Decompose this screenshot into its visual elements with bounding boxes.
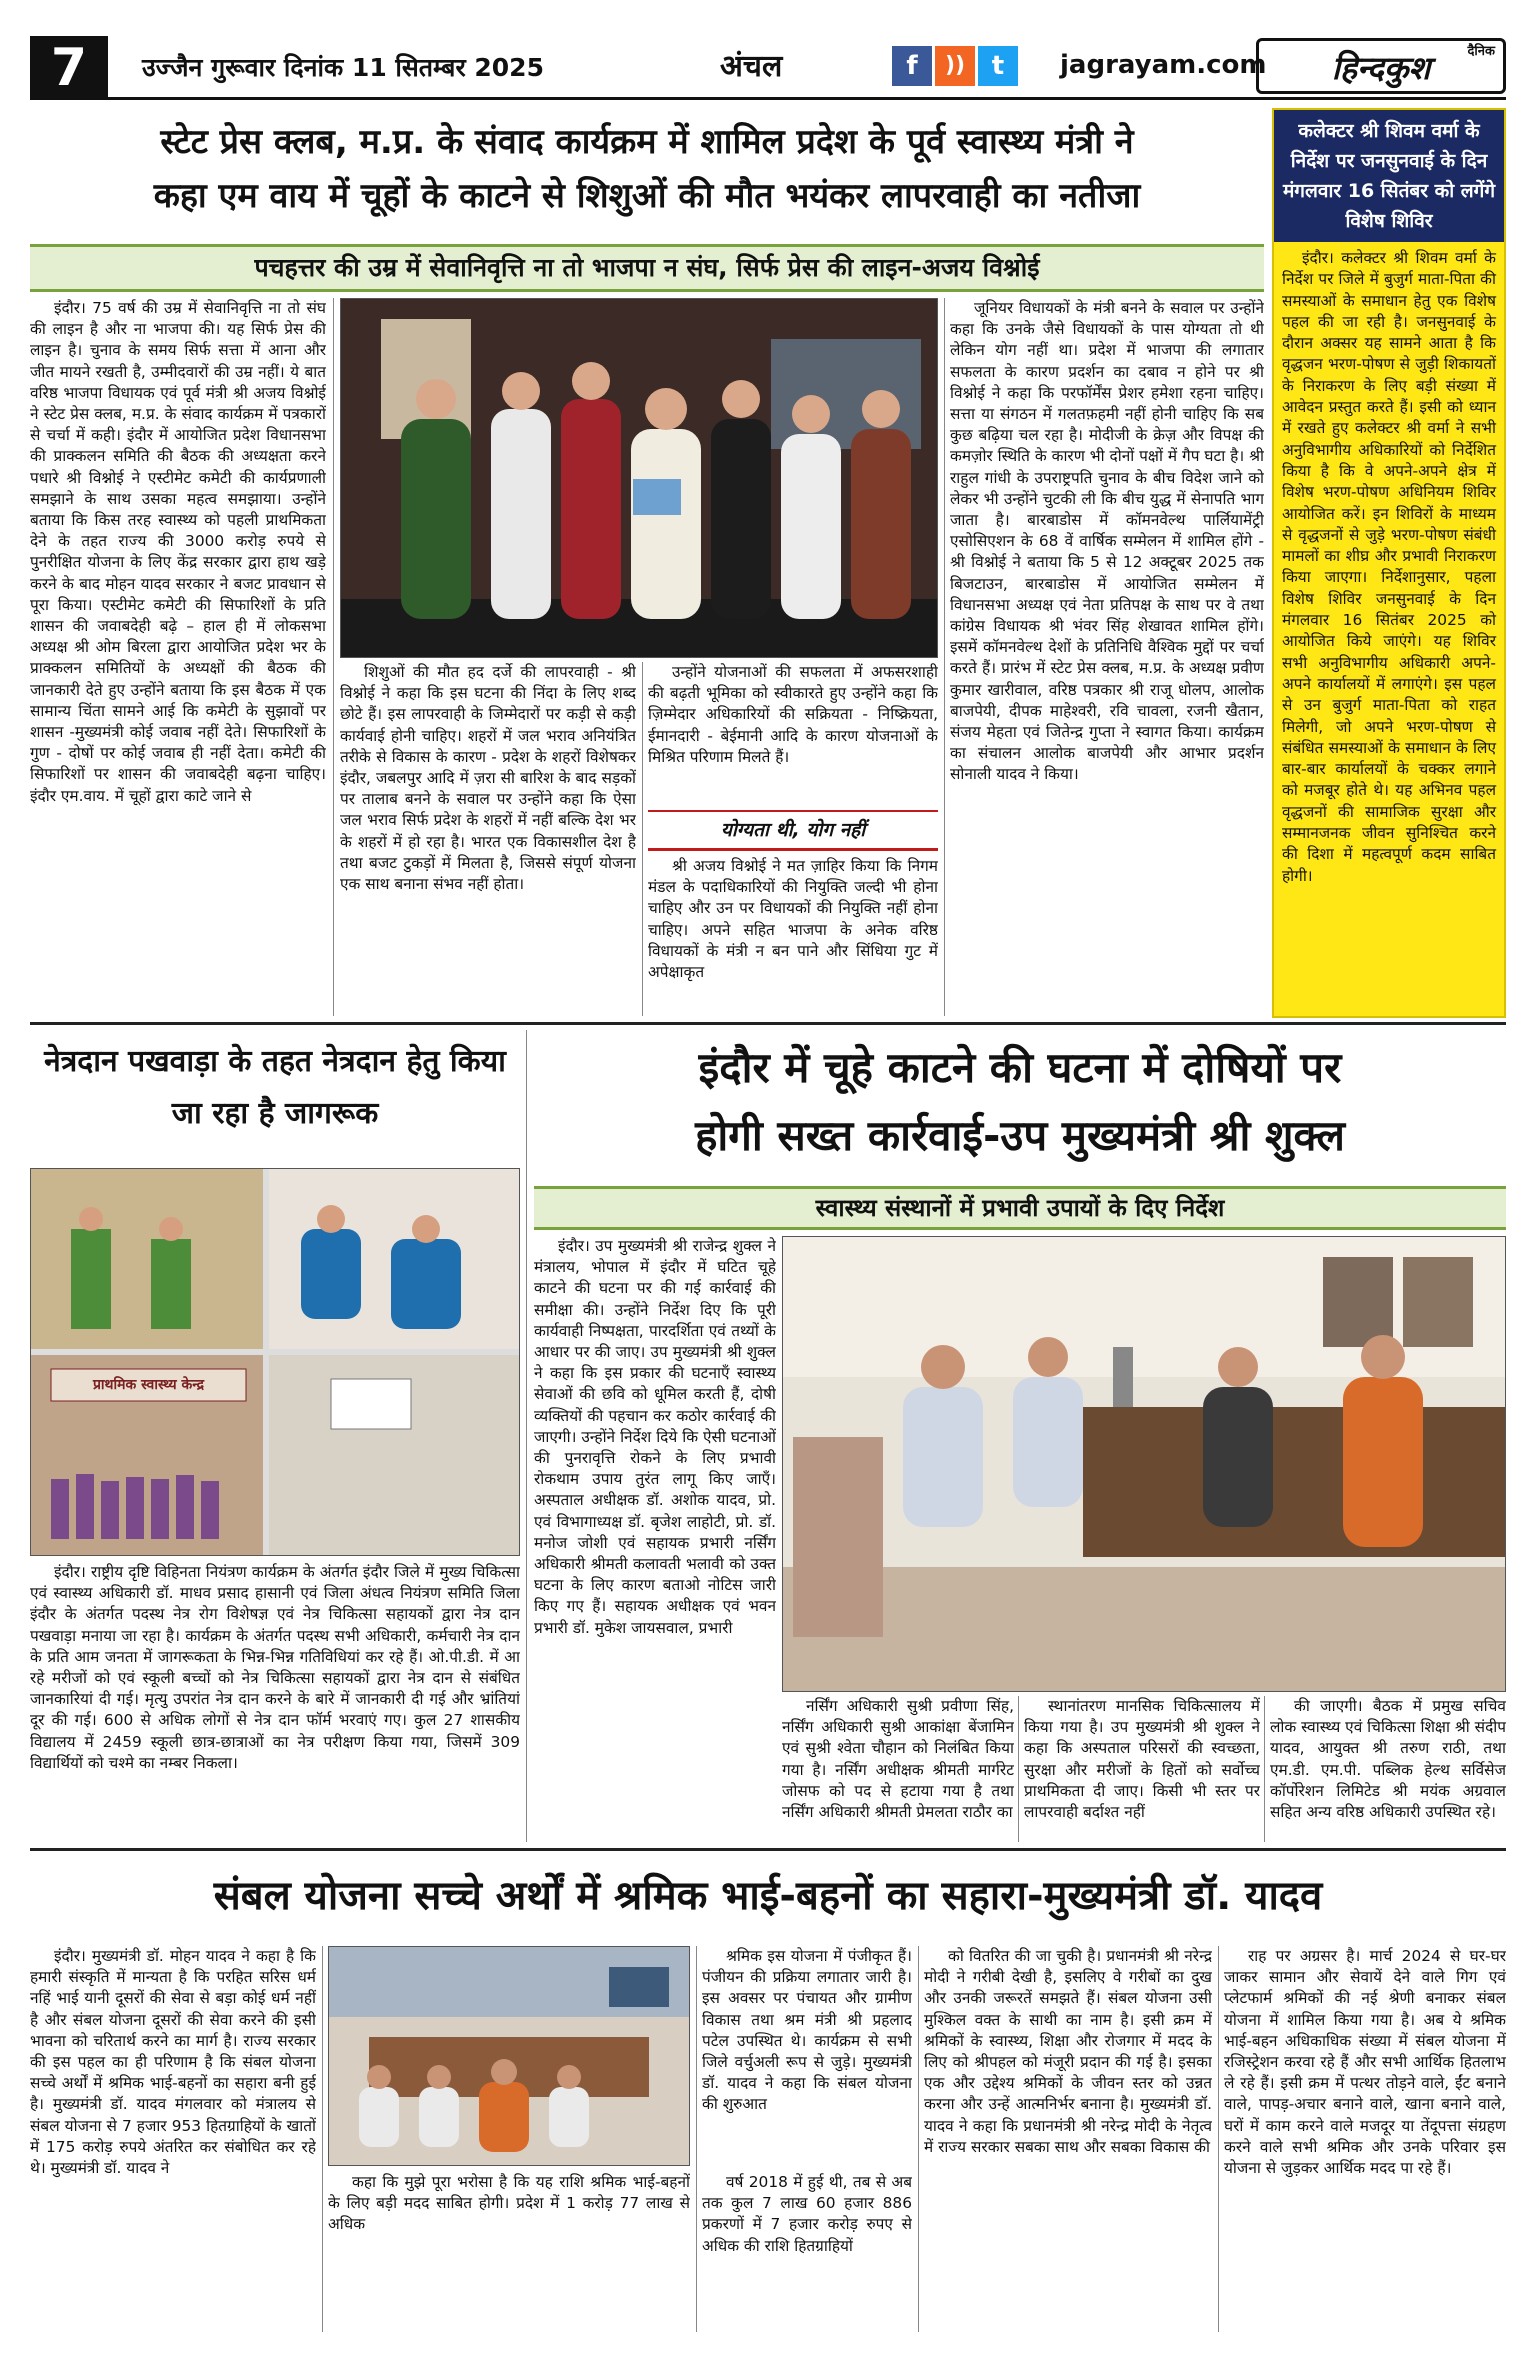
story3-photo <box>782 1236 1506 1692</box>
story3-column-4-text: की जाएगी। बैठक में प्रमुख सचिव लोक स्वास्थ्य एवं चिकित्सा शिक्षा श्री संदीप यादव, आयुक्त श्री तरुण राठी, तथा एम.डी. एम.पी. पब्लिक हेल्थ सर्विसेज कॉर्पोरेशन लिमिटेड श्री मयंक अग्रवाल सहित अन्य वरिष्ठ अधिकारी उपस्थित रहे। <box>1270 1697 1506 1822</box>
eye-donation-collage <box>31 1169 520 1556</box>
story2-body <box>30 1562 520 1838</box>
press-club-group-photo <box>341 299 938 658</box>
masthead <box>30 36 1506 100</box>
story4-column-4-text: को वितरित की जा चुकी है। प्रधानमंत्री श्री नरेन्द्र मोदी ने गरीबी देखी है, इसलिए वे गरीबों का दुख और उनकी जरूरतें समझते हैं। संबल योजना उसी मुश्किल वक्त के साथी का नाम है। इसी क्रम में श्रमिकों के स्वास्थ्य, शिक्षा और रोजगार में मदद के लिए को श्रीपहल को मंजूरी प्रदान की गई है। इसका एक और उद्देश्य श्रमिकों के जीवन स्तर को उन्नत करना और उन्हें आत्मनिर्भर बनाना है। मुख्यमंत्री डॉ. यादव ने कहा कि प्रधानमंत्री श्री नरेन्द्र मोदी के नेतृत्व में राज्य सरकार सबका साथ और सबका विकास की <box>924 1947 1212 2156</box>
logo-small-text: दैनिक <box>1467 44 1495 59</box>
section-rule <box>30 1848 1506 1851</box>
cabinet-meeting-photo <box>329 1947 690 2166</box>
story1-column-2-text: शिशुओं की मौत हद दर्जे की लापरवाही - श्री विश्नोई ने कहा कि इस घटना की निंदा के लिए शब्द छोटे हैं। इस लापरवाही के जिम्मेदारों पर कड़ी से कड़ी कार्यवाई होनी चाहिए। शहरों में जल भराव अनियंत्रित तरीके से विकास के कारण - प्रदेश के शहरों विशेषकर इंदौर, जबलपुर आदि में ज़रा सी बारिश के बाद सड़कों पर तालाब बनने के सवाल पर उन्होंने कहा कि ऐसा जल भराव सिर्फ प्रदेश के शहरों में नहीं बल्कि देश भर के शहरों में हो रहा है। भारत एक विकासशील देश है तथा बजट टुकड़ों में मिलता है, जिससे संपूर्ण योजना एक साथ बनाना संभव नहीं होता। <box>340 663 636 894</box>
meeting-room-photo <box>783 1237 1506 1692</box>
story1-column-1-text: इंदौर। 75 वर्ष की उम्र में सेवानिवृत्ति ना तो संघ की लाइन है और ना भाजपा की। यह सिर्फ प्रेस की लाइन है। चुनाव के समय सिर्फ सत्ता में आना और जीत मायने रखती है, उम्मीदवारों की उम्र नहीं। ये बात वरिष्ठ भाजपा विधायक एवं पूर्व मंत्री श्री अजय विश्नोई ने स्टेट प्रेस क्लब, म.प्र. के संवाद कार्यक्रम में पत्रकारों से चर्चा में कही। इंदौर में आयोजित प्रदेश विधानसभा की प्राक्कलन समिति की बैठक की अध्यक्षता करने पधारे श्री विश्नोई ने एस्टीमेट कमेटी की कार्यप्रणाली समझाने के साथ उसका महत्व समझाया। उन्होंने बताया कि किस तरह स्वास्थ्य को पहली प्राथमिकता देने के तहत राज्य की 3000 करोड़ रुपये से पुनरीक्षित योजना के लिए केंद्र सरकार द्वारा हाथ खड़े करने के बाद मोहन यादव सरकार ने बजट प्रावधान से पूरा किया। एस्टीमेट कमेटी की सिफारिशों के प्रति शासन की जवाबदेही बढ़े – हाल ही में लोकसभा अध्यक्ष श्री ओम बिरला द्वारा आयोजित प्रदेश भर के प्राक्कलन समितियों के अध्यक्षों की बैठक की जानकारी देते हुए उन्होंने बताया कि इस बैठक में एक सामान्य चिंता सामने आई कि कमेटी के सुझावों पर शासन -मुख्यमंत्री कोई जवाब नहीं देते। सिफारिशों के गुण - दोषों पर कोई जवाब ही नहीं देता। कमेटी की सिफारिशों पर शासन की जवाबदेही बढ़ना चाहिए। इंदौर एम.वाय. में चूहों द्वारा काटे जाने से <box>30 299 326 805</box>
story3-column-1-text: इंदौर। उप मुख्यमंत्री श्री राजेन्द्र शुक्ल ने मंत्रालय, भोपाल में इंदौर में घटित चूहे काटने की घटना पर की गई कार्रवाई की समीक्षा की। उन्होंने निर्देश दिए कि पूरी कार्यवाही निष्पक्षता, पारदर्शिता एवं तथ्यों के आधार पर की जाए। उप मुख्यमंत्री श्री शुक्ल ने कहा कि इस प्रकार की घटनाएँ स्वास्थ्य सेवाओं की छवि को धूमिल करती हैं, दोषी व्यक्तियों की पहचान कर कठोर कार्रवाई की जाएगी। उन्होंने निर्देश दिये कि ऐसी घटनाओं की पुनरावृत्ति रोकने के लिए प्रभावी रोकथाम उपाय तुरंत लागू किए जाएँ। अस्पताल अधीक्षक डॉ. अशोक यादव, प्रो. एवं विभागाध्यक्ष डॉ. बृजेश लाहोटी, प्रो. डॉ. मनोज जोशी एवं सहायक प्रभारी नर्सिंग अधिकारी श्रीमती कलावती भलावी को उक्त घटना के लिए कारण बताओ नोटिस जारी किए गए हैं। सहायक अधीक्षक एवं भवन प्रभारी डॉ. मुकेश जायसवाल, प्रभारी <box>534 1237 776 1637</box>
story1-subheadline: पचहत्तर की उम्र में सेवानिवृत्ति ना तो भाजपा न संघ, सिर्फ प्रेस की लाइन-अजय विश्नोई <box>30 244 1264 292</box>
column-rule <box>526 1030 527 1842</box>
story1-photo <box>340 298 938 658</box>
story4-column-4 <box>924 1946 1212 2332</box>
story2-headline: नेत्रदान पखवाड़ा के तहत नेत्रदान हेतु किया जा रहा है जागरूक <box>44 1044 506 1131</box>
story3-column-2 <box>782 1696 1014 1842</box>
story1-column-3a <box>648 662 938 806</box>
collector-notice-text: इंदौर। कलेक्टर श्री शिवम वर्मा के निर्देश पर जिले में बुजुर्ग माता-पिता की समस्याओं के समाधान हेतु एक विशेष पहल की जा रही है। जनसुनवाई के दौरान अक्सर यह सामने आता है कि वृद्धजन भरण-पोषण से जुड़ी शिकायतों के निराकरण के लिए बड़ी संख्या में आवेदन प्रस्तुत करते हैं। इसी को ध्यान में रखते हुए कलेक्टर श्री वर्मा ने सभी अनुविभागीय अधिकारियों को निर्देशित किया है कि वे अपने-अपने क्षेत्र में विशेष भरण-पोषण अधिनियम शिविर आयोजित करें। इन शिविरों के माध्यम से वृद्धजनों से जुड़े भरण-पोषण संबंधी मामलों का शीघ्र और प्रभावी निराकरण किया जाएगा। निर्देशानुसार, पहला विशेष शिविर जनसुनवाई के दिन मंगलवार 16 सितंबर 2025 को आयोजित किये जाएंगे। यह शिविर सभी अनुविभागीय अधिकारी अपने-अपने कार्यालयों में लगाएंगे। इस पहल से उन बुजुर्ग माता-पिता को राहत मिलेगी, जो अपने भरण-पोषण से संबंधित समस्याओं के समाधान के लिए बार-बार कार्यालयों के चक्कर लगाने को मजबूर होते थे। यह अभिनव पहल वृद्धजनों की सामाजिक सुरक्षा और सम्मानजनक जीवन सुनिश्चित करने की दिशा में महत्वपूर्ण कदम साबित होगी। <box>1282 249 1496 885</box>
story1-column-1 <box>30 298 326 1016</box>
page-number: 7 <box>30 36 108 100</box>
story4-column-1-text: इंदौर। मुख्यमंत्री डॉ. मोहन यादव ने कहा है कि हमारी संस्कृति में मान्यता है कि परहित सरिस धर्म नहिं भाई यानी दूसरों की सेवा से बड़ा कोई धर्म नहीं है और संबल योजना दूसरों की सेवा करने की इसी भावना को चरितार्थ करने का मार्ग है। राज्य सरकार की इस पहल का ही परिणाम है कि संबल योजना सच्चे अर्थों में श्रमिक भाई-बहनों का सहारा बनी हुई है। मुख्यमंत्री डॉ. यादव मंगलवार को मंत्रालय से संबल योजना से 7 हजार 953 हितग्राहियों के खातों में 175 करोड़ रुपये अंतरित कर संबोधित कर रहे थे। मुख्यमंत्री डॉ. यादव ने <box>30 1947 316 2178</box>
logo-main-text: हिन्दकुश <box>1331 49 1431 87</box>
story4-column-5 <box>1224 1946 1506 2332</box>
story1-headline-line1: स्टेट प्रेस क्लब, म.प्र. के संवाद कार्यक्रम में शामिल प्रदेश के पूर्व स्वास्थ्य मंत्री ने <box>160 122 1134 162</box>
story4-column-3a-text: श्रमिक इस योजना में पंजीकृत हैं। पंजीयन की प्रक्रिया लगातार जारी है। इस अवसर पर पंचायत और ग्रामीण विकास तथा श्रम मंत्री श्री प्रहलाद पटेल उपस्थित थे। कार्यक्रम से सभी जिले वर्चुअली रूप से जुड़े। मुख्यमंत्री डॉ. यादव ने कहा कि संबल योजना की शुरुआत <box>702 1947 912 2114</box>
story4-column-3b <box>702 2172 912 2332</box>
story3-column-1 <box>534 1236 776 1842</box>
story4-column-5-text: राह पर अग्रसर है। मार्च 2024 से घर-घर जाकर सामान और सेवायें देने वाले गिग एवं प्लेटफार्म श्रमिकों की नई श्रेणी बनाकर संबल योजना में शामिल किया गया है। अब ये श्रमिक भाई-बहन अधिकाधिक संख्या में संबल योजना में रजिस्ट्रेशन करवा रहे हैं और सभी आर्थिक हितलाभ ले रहे हैं। इसी क्रम में पत्थर तोड़ने वाले, ईंट बनाने वाले, पापड़-अचार बनाने वाले, खाना बनाने वाले, घरों में काम करने वाले मजदूर या तेंदूपत्ता संग्रहण करने वाले सभी श्रमिक और उनके परिवार इस योजना से जुड़कर आर्थिक मदद पा रहे हैं। <box>1224 1947 1506 2178</box>
story4-column-3b-text: वर्ष 2018 में हुई थी, तब से अब तक कुल 7 लाख 60 हजार 886 प्रकरणों में 7 हजार करोड़ रुपए से अधिक की राशि हितग्राहियों <box>702 2173 912 2255</box>
website-link[interactable]: jagrayam.com <box>1060 50 1267 80</box>
story2-photo-collage <box>30 1168 520 1556</box>
column-rule <box>322 1946 323 2332</box>
section-name: अंचल <box>720 49 783 84</box>
facebook-icon[interactable]: f <box>892 46 932 86</box>
story3-column-3 <box>1024 1696 1260 1842</box>
story3-column-2-text: नर्सिंग अधिकारी सुश्री प्रवीणा सिंह, नर्सिंग अधिकारी सुश्री आकांक्षा बेंजामिन एवं सुश्री श्वेता चौहान को निलंबित किया गया है। नर्सिंग अधीक्षक श्रीमती मार्गरेट जोसफ को पद से हटाया गया है तथा नर्सिंग अधिकारी श्रीमती प्रेमलता राठौर का <box>782 1697 1014 1822</box>
story1-column-4-text: जूनियर विधायकों के मंत्री बनने के सवाल पर उन्होंने कहा कि उनके जैसे विधायकों के पास योग्यता तो थी लेकिन योग नहीं था। प्रदेश में भाजपा की लगातार सफलता के कारण प्रदर्शन का दबाव न होने पर श्री विश्नोई ने कहा कि परफॉर्मेंस प्रेशर हमेशा रहना चाहिए। सत्ता या संगठन में गलतफ़हमी नहीं होनी चाहिए कि सब कुछ बढ़िया चल रहा है। मोदीजी के क्रेज़ और विपक्ष की कमज़ोर स्थिति के कारण भी दोनों पक्षों में गैप घटा है। श्री राहुल गांधी के उपराष्ट्रपति चुनाव के बीच विदेश जाने को लेकर भी उन्होंने चुटकी ली कि बीच युद्ध में सेनापति भाग जाता है। बारबाडोस में कॉमनवेल्थ पार्लियामेंट्री एसोसिएशन के 68 वें वार्षिक सम्मेलन में शामिल होंगे - श्री विश्नोई ने बताया कि 5 से 12 अक्टूबर 2025 तक बिजटाउन, बारबाडोस में आयोजित सम्मेलन में विधानसभा अध्यक्ष एवं नेता प्रतिपक्ष के साथ पर वे तथा कांग्रेस विधायक श्री भंवर सिंह शेखावत शामिल होंगे। इसमें कॉमनवेल्थ देशों के प्रतिनिधि वैश्विक मुद्दों पर चर्चा करते हैं। प्रारंभ में स्टेट प्रेस क्लब, म.प्र. के अध्यक्ष प्रवीण कुमार खारीवाल, वरिष्ठ पत्रकार श्री राजू धोलप, आलोक बाजपेयी, दीपक माहेश्वरी, रवि चावला, रजनी खैतान, संजय मेहता एवं जितेन्द्र गुप्ता ने स्वागत किया। कार्यक्रम का संचालन आलोक बाजपेयी और आभार प्रदर्शन सोनाली यादव ने किया। <box>950 299 1264 784</box>
column-rule <box>1218 1946 1219 2332</box>
social-icons <box>892 46 1018 86</box>
subhead-rule <box>648 810 938 812</box>
health-centre-sign: प्राथमिक स्वास्थ्य केन्द्र <box>92 1377 205 1393</box>
column-rule <box>696 1946 697 2332</box>
story1-column-3a-text: उन्होंने योजनाओं की सफलता में अफसरशाही की बढ़ती भूमिका को स्वीकारते हुए उन्होंने कहा कि ज़िम्मेदार अधिकारियों की सक्रियता - निष्क्रियता, ईमानदारी - बेईमानी आदि के कारण योजनाओं के मिश्रित परिणाम मिलते हैं। <box>648 663 938 766</box>
story4-column-1 <box>30 1946 316 2332</box>
story1-column-3-subhead: योग्यता थी, योग नहीं <box>720 819 866 841</box>
story1-column-2 <box>340 662 636 1016</box>
story3-subheadline: स्वास्थ्य संस्थानों में प्रभावी उपायों के दिए निर्देश <box>534 1186 1506 1230</box>
collector-notice-body <box>1274 242 1504 893</box>
column-rule <box>1018 1696 1019 1842</box>
column-rule <box>333 298 334 1016</box>
story1-column-3b-text: श्री अजय विश्नोई ने मत ज़ाहिर किया कि निगम मंडल के पदाधिकारियों की नियुक्ति जल्दी भी होना चाहिए और उन पर विधायकों की नियुक्ति नहीं होना चाहिए। अपने सहित भाजपा के अनेक वरिष्ठ विधायकों के मंत्री न बन पाने और सिंधिया गुट में अपेक्षाकृत <box>648 857 938 982</box>
dateline: उज्जैन गुरूवार दिनांक 11 सितम्बर 2025 <box>142 53 544 82</box>
rss-icon[interactable]: )) <box>935 46 975 86</box>
story1-headline-line2: कहा एम वाय में चूहों के काटने से शिशुओं की मौत भयंकर लापरवाही का नतीजा <box>153 176 1141 216</box>
twitter-icon[interactable]: t <box>978 46 1018 86</box>
story3-headline-line1: इंदौर में चूहे काटने की घटना में दोषियों पर <box>698 1043 1342 1092</box>
story1-column-4 <box>950 298 1264 1016</box>
story4-column-2-text: कहा कि मुझे पूरा भरोसा है कि यह राशि श्रमिक भाई-बहनों के लिए बड़ी मदद साबित होगी। प्रदेश में 1 करोड़ 77 लाख से अधिक <box>328 2173 690 2234</box>
story4-headline: संबल योजना सच्चे अर्थों में श्रमिक भाई-बहनों का सहारा-मुख्यमंत्री डॉ. यादव <box>213 1873 1323 1919</box>
section-rule <box>30 1022 1506 1025</box>
newspaper-logo <box>1256 38 1506 94</box>
column-rule <box>918 1946 919 2332</box>
collector-notice-box <box>1272 108 1506 1018</box>
column-rule <box>944 298 945 1016</box>
story3-headline-line2: होगी सख्त कार्रवाई-उप मुख्यमंत्री श्री शुक्ल <box>695 1111 1345 1160</box>
collector-notice-headline: कलेक्टर श्री शिवम वर्मा के निर्देश पर जनसुनवाई के दिन मंगलवार 16 सितंबर को लगेंगे विशेष शिविर <box>1274 110 1504 242</box>
story4-column-2 <box>328 2172 690 2332</box>
story4-column-3a <box>702 1946 912 2166</box>
subhead-rule <box>648 848 938 851</box>
column-rule <box>1264 1696 1265 1842</box>
story1-column-3b <box>648 856 938 1016</box>
story2-body-text: इंदौर। राष्ट्रीय दृष्टि विहिनता नियंत्रण कार्यक्रम के अंतर्गत इंदौर जिले में मुख्य चिकित्सा एवं स्वास्थ्य अधिकारी डॉ. माधव प्रसाद हासानी एवं जिला अंधत्व नियंत्रण समिति जिला इंदौर के अंतर्गत पदस्थ नेत्र रोग विशेषज्ञ एवं नेत्र चिकित्सा सहायकों द्वारा नेत्र दान पखवाड़ा मनाया जा रहा है। कार्यक्रम के अंतर्गत पदस्थ सभी अधिकारी, कर्मचारी नेत्र दान के प्रति आम जनता में जागरूकता के भिन्न-भिन्न गतिविधियां कर रहे हैं। ओ.पी.डी. में आ रहे मरीजों को एवं स्कूली बच्चों को नेत्र चिकित्सा सहायकों द्वारा नेत्र दान से संबंधित जानकारियां दी गई। मृत्यु उपरांत नेत्र दान करने के बारे में जानकारी दी गई और भ्रांतियां दूर की गई। 600 से अधिक लोगों से नेत्र दान फॉर्म भरवाएं गए। कुल 27 शासकीय विद्यालय में 2459 स्कूली छात्र-छात्राओं का नेत्र परीक्षण किया गया, जिसमें 309 विद्यार्थियों को चश्मे का नम्बर निकला। <box>30 1563 520 1772</box>
story3-column-3-text: स्थानांतरण मानसिक चिकित्सालय में किया गया है। उप मुख्यमंत्री श्री शुक्ल ने कहा कि अस्पताल परिसरों की स्वच्छता, सुरक्षा और मरीजों के हितों को सर्वोच्च प्राथमिकता दी जाए। किसी भी स्तर पर लापरवाही बर्दाश्त नहीं <box>1024 1697 1260 1822</box>
story3-column-4 <box>1270 1696 1506 1842</box>
story4-photo <box>328 1946 690 2166</box>
column-rule <box>642 662 643 1016</box>
